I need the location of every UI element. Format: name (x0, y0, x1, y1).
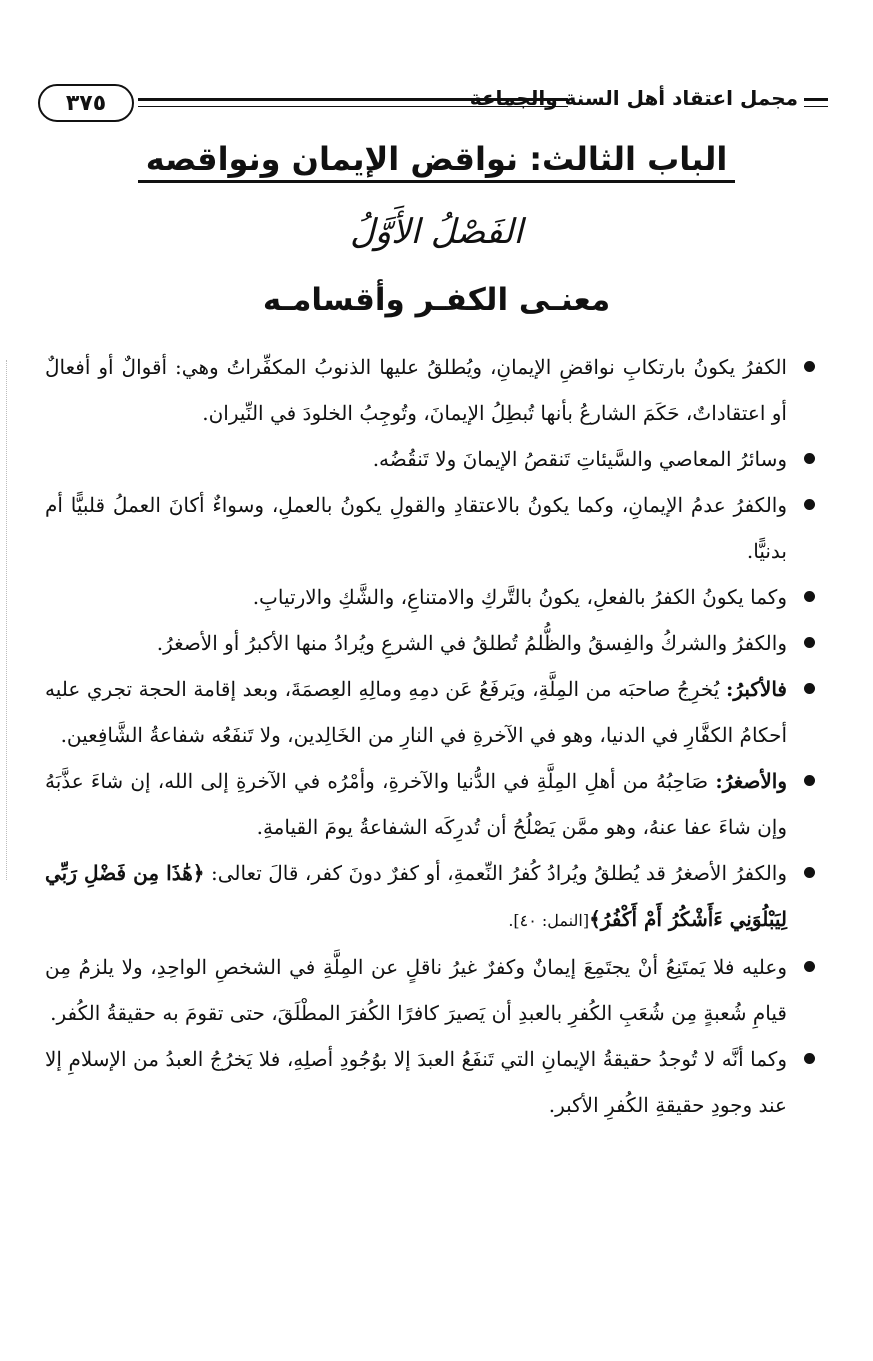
bullet-paragraph (45, 1036, 823, 1128)
bullet-icon (804, 683, 815, 694)
paragraph-text: والكفرُ الأصغرُ قد يُطلقُ ويُرادُ كُفرُ النِّعمةِ، أو كفرٌ دونَ كفر، قالَ تعالى: (204, 861, 787, 885)
bullet-paragraph (45, 482, 823, 574)
bullet-paragraph (45, 850, 823, 944)
section-title: الفَصْلُ الأَوَّلُ (349, 212, 523, 252)
running-header (38, 78, 828, 128)
chapter-title: الباب الثالث: نواقض الإيمان ونواقصه (138, 140, 736, 183)
paragraph-text: يُخرِجُ صاحبَه من المِلَّةِ، ويَرفَعُ عَن دمِهِ ومالِهِ العِصمَةَ، وبعد إقامة الحجة تجري عليه أحكامُ الكفَّارِ في الدنيا، وهو في الآخرةِ في النارِ من الخَالِدين، ولا تَنفَعُه شفاعةُ الشَّافِعين. (45, 677, 787, 747)
paragraph-lead: فالأكبرُ: (725, 677, 787, 701)
subject-title: معنـى الكفـر وأقسامـه (262, 282, 611, 318)
bullet-icon (804, 1053, 815, 1064)
chapter-heading (0, 140, 873, 183)
body-text (45, 344, 823, 1128)
bullet-icon (804, 961, 815, 972)
paragraph-text: وعليه فلا يَمتَنِعُ أنْ يجتَمِعَ إيمانٌ وكفرٌ غيرُ ناقلٍ عن المِلَّةِ في الشخصِ الواحِدِ، ولا يلزمُ مِن قيامِ شُعبةٍ مِن شُعَبِ الكُفرِ بالعبدِ أن يَصيرَ كافرًا الكُفرَ المطْلَقَ، حتى تقومَ به حقيقةُ الكُفر. (45, 955, 787, 1025)
paragraph-text: صَاحِبُهُ من أهلِ المِلَّةِ في الدُّنيا والآخرةِ، وأمْرُه في الآخرةِ إلى الله، إن شاءَ عذَّبَهُ وإن شاءَ عفا عنهُ، وهو ممَّن يَصْلُحُ أن تُدرِكَه الشفاعةُ يومَ القيامةِ. (45, 769, 787, 839)
bullet-icon (804, 499, 815, 510)
bullet-paragraph (45, 344, 823, 436)
book-title: مجمل اعتقاد أهل السنة والجماعة (469, 86, 798, 110)
bullet-paragraph (45, 666, 823, 758)
paragraph-text: وكما يكونُ الكفرُ بالفعلِ، يكونُ بالتَّركِ والامتناعِ، والشَّكِ والارتيابِ. (252, 585, 787, 609)
paragraph-text: وكما أنَّه لا تُوجدُ حقيقةُ الإيمانِ التي تَنفَعُ العبدَ إلا بوُجُودِ أصلِهِ، فلا يَخرُجُ العبدُ من الإسلامِ إلا عند وجودِ حقيقةِ الكُفرِ الأكبر. (45, 1047, 787, 1117)
bullet-icon (804, 453, 815, 464)
verse-reference: [النمل: ٤٠]. (508, 911, 590, 930)
bullet-paragraph (45, 574, 823, 620)
paragraph-text: والكفرُ عدمُ الإيمانِ، وكما يكونُ بالاعتقادِ والقولِ يكونُ بالعملِ، وسواءٌ أكانَ العملُ قلبيًّا أم بدنيًّا. (45, 493, 787, 563)
bullet-icon (804, 361, 815, 372)
bullet-paragraph (45, 758, 823, 850)
quran-verse: ﴿هَٰذَا مِن فَضْلِ رَبِّي لِيَبْلُوَنِي ءَأَشْكُرُ أَمْ أَكْفُرُ﴾ (45, 861, 787, 931)
bullet-paragraph (45, 620, 823, 666)
header-rule-right (804, 98, 828, 101)
margin-line (6, 360, 7, 880)
paragraph-lead: والأصغرُ: (715, 769, 787, 793)
bullet-paragraph (45, 436, 823, 482)
bullet-icon (804, 867, 815, 878)
bullet-icon (804, 637, 815, 648)
bullet-icon (804, 775, 815, 786)
paragraph-text: الكفرُ يكونُ بارتكابِ نواقضِ الإيمانِ، ويُطلقُ عليها الذنوبُ المكفِّراتُ وهي: أقوالٌ أو أفعالٌ أو اعتقاداتٌ، حَكَمَ الشارعُ بأنها تُبطِلُ الإيمانَ، وتُوجِبُ الخلودَ في النِّيران. (45, 355, 787, 425)
bullet-paragraph (45, 944, 823, 1036)
paragraph-text: والكفرُ والشركُ والفِسقُ والظُّلمُ تُطلقُ في الشرعِ ويُرادُ منها الأكبرُ أو الأصغرُ. (156, 631, 787, 655)
page-number: ٣٧٥ (38, 84, 134, 122)
bullet-icon (804, 591, 815, 602)
header-rule-right-thin (804, 106, 828, 107)
paragraph-text: وسائرُ المعاصي والسَّيئاتِ تَنقصُ الإيمانَ ولا تَنقُضُه. (372, 447, 787, 471)
